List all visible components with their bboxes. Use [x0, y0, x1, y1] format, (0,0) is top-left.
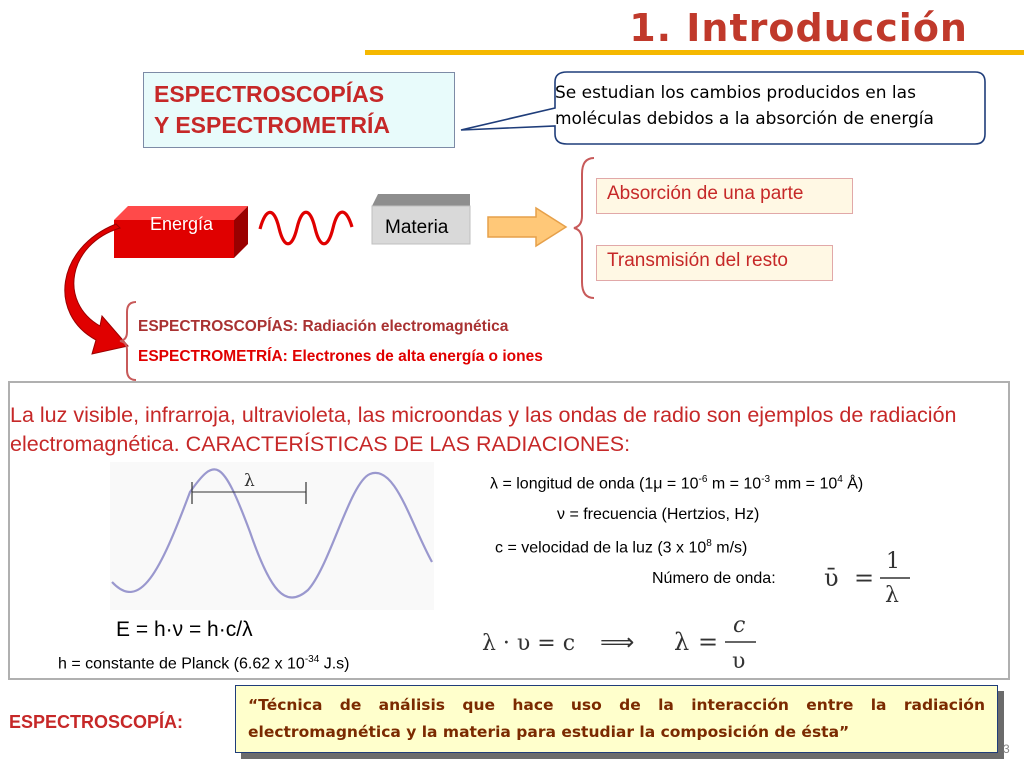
brace-icon: [118, 300, 138, 382]
svg-text:λ: λ: [885, 583, 899, 608]
transmission-box: Transmisión del resto: [596, 245, 833, 281]
svg-text:λ · υ = c: λ · υ = c: [482, 631, 576, 656]
callout-text: Se estudian los cambios producidos en las moléculas debidos a la absorción de energía: [555, 83, 934, 129]
wavenumber-label: Número de onda:: [652, 570, 776, 587]
wavelength-relation-formula: [478, 608, 778, 674]
energy-label: Energía: [150, 214, 214, 234]
definition-quote: “Técnica de análisis que hace uso de la interacción entre la radiación electromagnética y la materia para estudiar la composición de ésta”: [235, 685, 998, 753]
arrow-right-icon: [486, 206, 570, 248]
absorption-box: Absorción de una parte: [596, 178, 853, 214]
wavelength-definition: λ = longitud de onda ($1\mu = 10^{-6}$ $m = 10^{-3}$ mm = $10^4$ Å): [490, 474, 864, 493]
svg-text:λ: λ: [674, 628, 690, 656]
title-underline: [365, 50, 1024, 55]
topic-line-1: ESPECTROSCOPÍAS: [154, 81, 385, 107]
frequency-definition: ν = frecuencia (Hertzios, Hz): [557, 506, 760, 523]
definition-label: ESPECTROSCOPÍA:: [9, 712, 184, 732]
svg-text:υ: υ: [732, 649, 746, 674]
brace-icon: [572, 156, 596, 300]
slide-title: 1. Introducción: [629, 6, 968, 50]
matter-label: Materia: [385, 217, 449, 238]
svg-text:1: 1: [886, 549, 900, 574]
topic-box: [143, 72, 455, 148]
page-number: 3: [1003, 742, 1010, 756]
planck-constant: h = constante de Planck (6.62 x $10^{-34}$ J.s): [58, 654, 350, 673]
wavenumber-formula: [818, 540, 918, 610]
svg-text:ῡ: ῡ: [824, 564, 839, 592]
topic-line-2: Y ESPECTROMETRÍA: [154, 112, 390, 138]
svg-text:=: =: [698, 628, 719, 656]
light-speed-definition: c = velocidad de la luz (3 x $10^8$ m/s): [495, 538, 748, 557]
svg-text:⟹: ⟹: [600, 628, 635, 656]
spectroscopy-definition: ESPECTROSCOPÍAS: Radiación electromagnética: [138, 318, 509, 335]
energy-equation: E = h·ν = h·c/λ: [116, 618, 253, 641]
spectrometry-definition: ESPECTROMETRÍA: Electrones de alta energía o iones: [138, 348, 543, 365]
svg-text:=: =: [854, 564, 875, 592]
svg-text:c: c: [733, 613, 746, 638]
radiation-heading: La luz visible, infrarroja, ultravioleta, las microondas y las ondas de radio son ejemplos de radiación electromagnética. CARACTERÍSTICAS DE LAS RADIACIONES:: [10, 403, 957, 456]
radiation-wave-icon: [256, 205, 362, 251]
wavelength-marker-label: λ: [244, 471, 255, 491]
wave-diagram: [110, 462, 434, 610]
